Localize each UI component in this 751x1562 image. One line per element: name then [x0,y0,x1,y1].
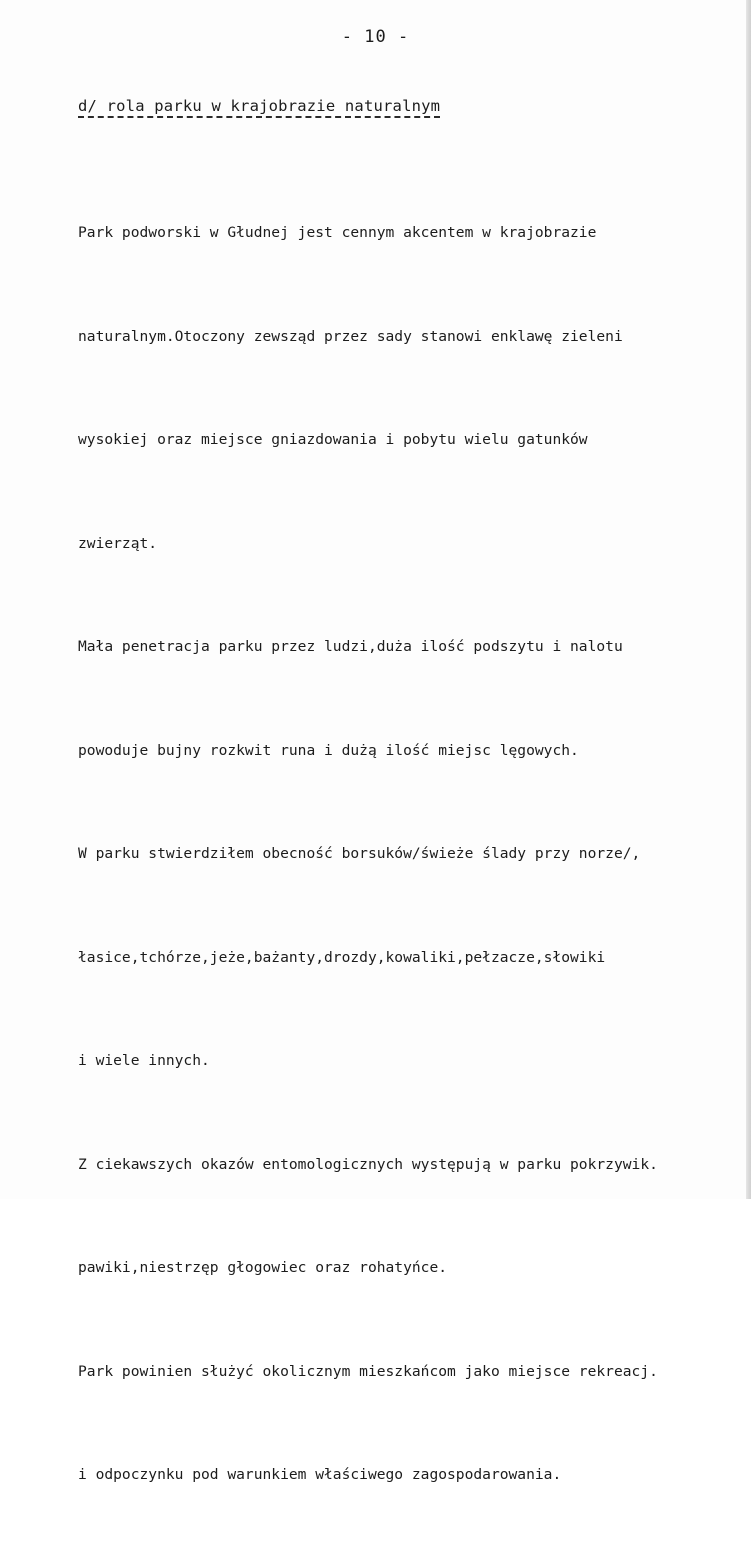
text-line: i odpoczynku pod warunkiem właściwego zagospodarowania. [78,1466,562,1483]
text-line: zwierząt. [78,534,158,552]
page-number: - 10 - [341,27,410,47]
text-line: Park powinien służyć okolicznym mieszkańcom jako miejsce rekreacj. [78,1362,658,1380]
text-line: łasice,tchórze,jeże,bażanty,drozdy,kowaliki,pełzacze,słowiki [78,948,606,966]
text-line: pawiki,niestrzęp głogowiec oraz rohatyńce. [78,1259,448,1276]
page-edge [746,0,751,1199]
text-line: Park podworski w Głudnej jest cennym akcentem w krajobrazie [78,224,597,241]
text-line: Z ciekawszych okazów entomologicznych występują w parku pokrzywik. [78,1155,658,1173]
text-line: naturalnym.Otoczony zewsząd przez sady stanowi enklawę zieleni [78,327,623,345]
text-line: powoduje bujny rozkwit runa i dużą ilość miejsc lęgowych. [78,741,579,759]
body-text [78,147,743,1562]
section-heading: d/ rola parku w krajobrazie naturalnym [78,97,440,118]
text-line: Mała penetracja parku przez ludzi,duża ilość podszytu i nalotu [78,638,623,655]
text-line: W parku stwierdziłem obecność borsuków/świeże ślady przy norze/, [78,845,641,862]
text-line: wysokiej oraz miejsce gniazdowania i pobytu wielu gatunków [78,431,588,448]
text-line: i wiele innych. [78,1052,210,1069]
